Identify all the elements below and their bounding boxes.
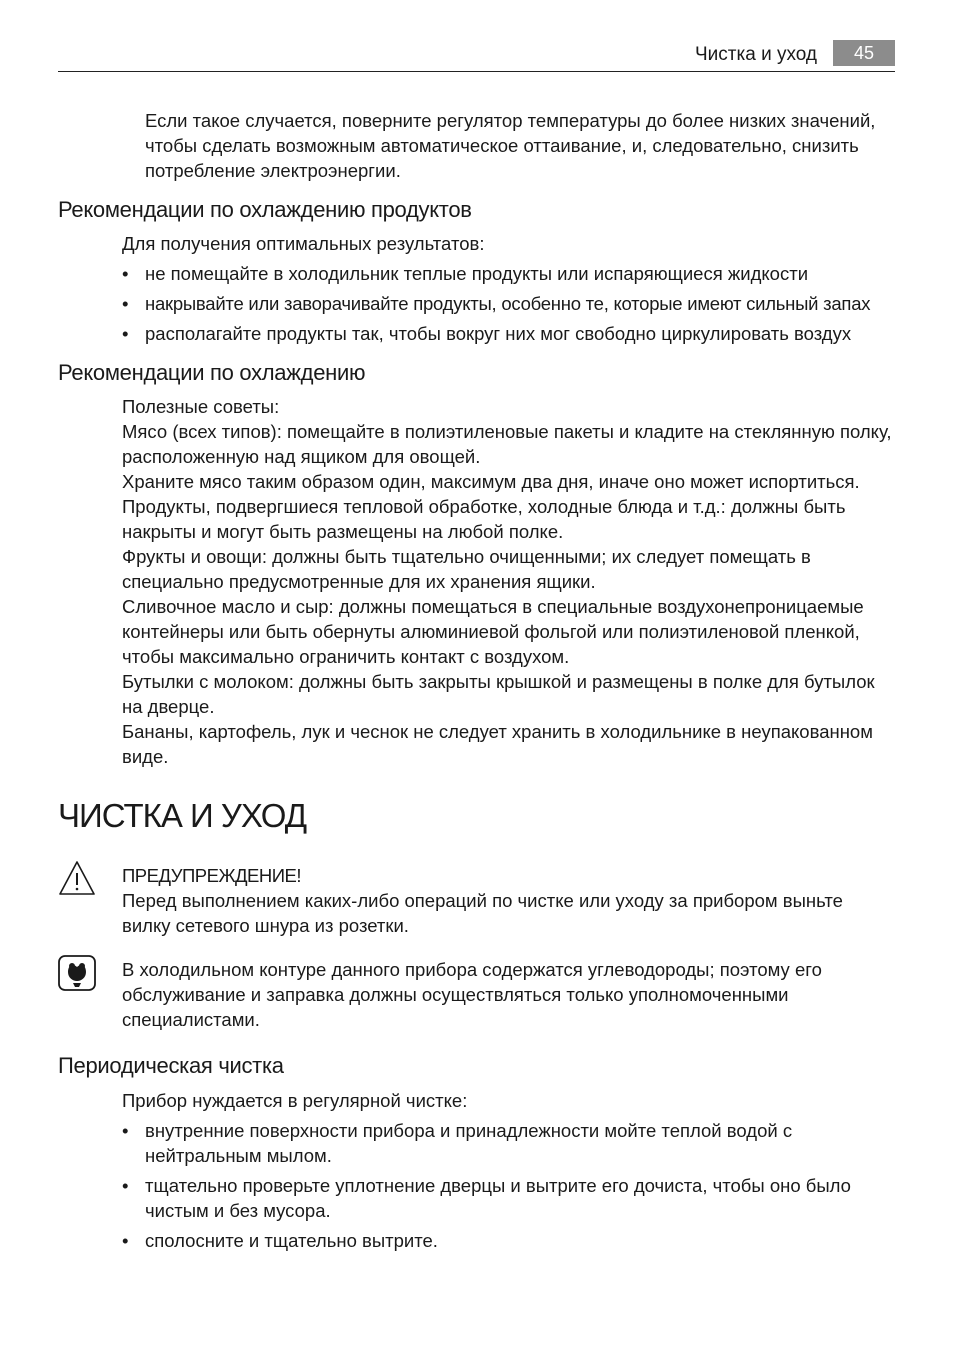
warning-title: ПРЕДУПРЕЖДЕНИЕ! bbox=[122, 865, 302, 886]
tip-paragraph: Храните мясо таким образом один, максимум два дня, иначе оно может испортиться. bbox=[122, 471, 860, 492]
section-heading-food-cooling: Рекомендации по охлаждению продуктов bbox=[58, 197, 472, 222]
tip-paragraph: Фрукты и овощи: должны быть тщательно очищенными; их следует помещать в специально предусмотренные для их хранения ящики. bbox=[122, 546, 811, 592]
tip-paragraph: Бананы, картофель, лук и чеснок не следует хранить в холодильнике в неупакованном виде. bbox=[122, 721, 873, 767]
environment-text: В холодильном контуре данного прибора содержатся углеводороды; поэтому его обслуживание и заправка должны осуществляться только уполномоченными специалистами. bbox=[122, 959, 822, 1030]
chapter-title: ЧИСТКА И УХОД bbox=[58, 797, 307, 834]
environment-icon bbox=[58, 955, 96, 991]
list-item: • тщательно проверьте уплотнение дверцы и вытрите его дочиста, чтобы оно было чистым и без мусора. bbox=[122, 1173, 898, 1223]
warning-text: Перед выполнением каких-либо операций по чистке или уходу за прибором выньте вилку сетевого шнура из розетки. bbox=[122, 890, 843, 936]
intro-paragraph: Если такое случается, поверните регулятор температуры до более низких значений, чтобы сделать возможным автоматическое оттаивание, и, следовательно, снизить потребление электроэнергии. bbox=[145, 110, 876, 181]
section3-list bbox=[122, 1118, 898, 1258]
tip-paragraph: Мясо (всех типов): помещайте в полиэтиленовые пакеты и кладите на стеклянную полку, расположенную над ящиком для овощей. bbox=[122, 421, 892, 467]
list-item: • накрывайте или заворачивайте продукты, особенно те, которые имеют сильный запах bbox=[122, 291, 898, 316]
list-item: • внутренние поверхности прибора и принадлежности мойте теплой водой с нейтральным мылом. bbox=[122, 1118, 898, 1168]
section3-lead: Прибор нуждается в регулярной чистке: bbox=[122, 1090, 468, 1111]
warning-triangle-icon bbox=[58, 860, 96, 896]
section-heading-periodic-cleaning: Периодическая чистка bbox=[58, 1053, 284, 1078]
warning-block bbox=[122, 863, 896, 938]
tip-paragraph: Бутылки с молоком: должны быть закрыты крышкой и размещены в полке для бутылок на дверце. bbox=[122, 671, 875, 717]
list-item: • не помещайте в холодильник теплые продукты или испаряющиеся жидкости bbox=[122, 261, 898, 286]
tip-paragraph: Продукты, подвергшиеся тепловой обработке, холодные блюда и т.д.: должны быть накрыты и могут быть размещены на любой полке. bbox=[122, 496, 846, 542]
section-heading-cooling: Рекомендации по охлаждению bbox=[58, 360, 366, 385]
section1-list bbox=[122, 261, 898, 351]
section2-lead: Полезные советы: bbox=[122, 396, 280, 417]
section2-body bbox=[122, 394, 896, 769]
header-title: Чистка и уход bbox=[695, 44, 817, 65]
page-header bbox=[58, 40, 895, 72]
list-item: • сполосните и тщательно вытрите. bbox=[122, 1228, 898, 1253]
page-number: 45 bbox=[833, 40, 895, 66]
section1-lead: Для получения оптимальных результатов: bbox=[122, 233, 485, 254]
list-item: • располагайте продукты так, чтобы вокруг них мог свободно циркулировать воздух bbox=[122, 321, 898, 346]
tip-paragraph: Сливочное масло и сыр: должны помещаться в специальные воздухонепроницаемые контейнеры или быть обернуты алюминиевой фольгой или полиэтиленовой пленкой, чтобы максимально ограничить контакт с воздухом. bbox=[122, 596, 864, 667]
